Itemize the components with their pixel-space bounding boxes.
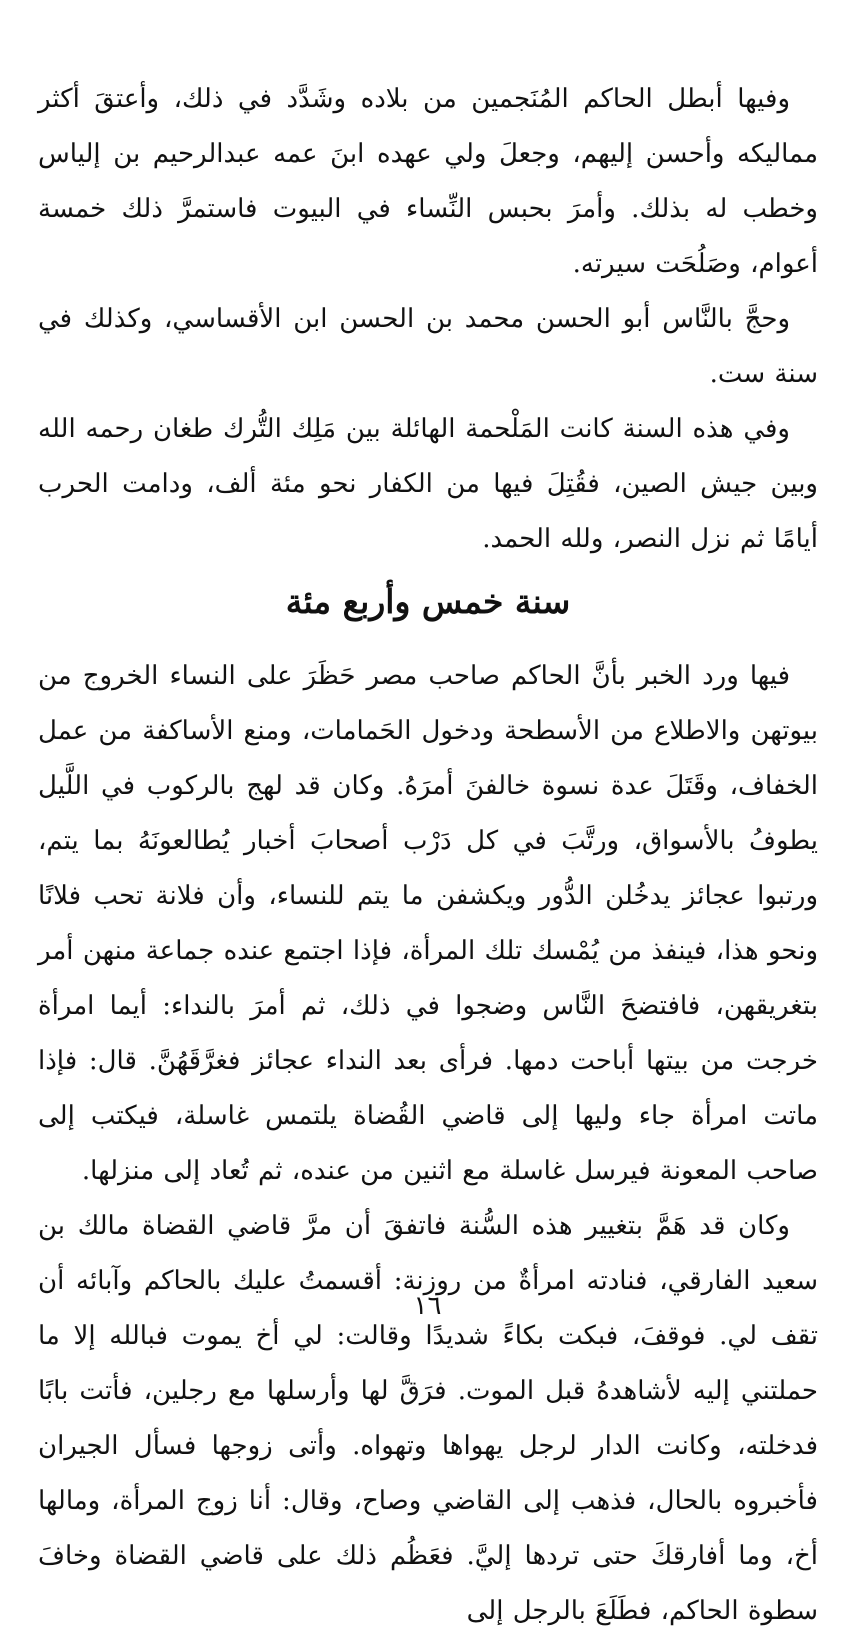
paragraph-turk-china-battle: وفي هذه السنة كانت المَلْحمة الهائلة بين مَلِك التُّرك طغان رحمه الله وبين جيش الصين، فقُتِلَ فيها من الكفار نحو مئة ألف، ودامت الحرب أيامًا ثم نزل النصر، ولله الحمد. [38,414,818,554]
paragraph-judge-story: وكان قد هَمَّ بتغيير هذه السُّنة فاتفقَ أن مرَّ قاضي القضاة مالك بن سعيد الفارقي، فنادته امرأةٌ من روزنة: أقسمتُ عليك بالحاكم وآبائه أن تقف لي. فوقفَ، فبكت بكاءً شديدًا وقالت: لي أخ يموت فبالله إلا ما حملتني إليه لأشاهدهُ قبل الموت. فرَقَّ لها وأرسلها مع رجلين، فأتت بابًا فدخلته، وكانت الدار لرجل يهواها وتهواه. وأتى زوجها فسأل الجيران فأخبروه بالحال، فذهب إلى القاضي وصاح، وقال: أنا زوج المرأة، ومالها أخ، وما أفارقكَ حتى تردها إليَّ. فعَظُم ذلك على قاضي القضاة وخافَ سطوة الحاكم، فطَلَعَ بالرجل إلى [38,1211,818,1626]
section-heading: سنة خمس وأربع مئة [285,582,571,621]
paragraph-hakim-decrees: وفيها أبطل الحاكم المُنَجمين من بلاده وشَدَّد في ذلك، وأعتقَ أكثر مماليكه وأحسن إليهم، وجعلَ ولي عهده ابنَ عمه عبدالرحيم بن إلياس وخطب له بذلك. وأمرَ بحبس النِّساء في البيوت فاستمرَّ ذلك خمسة أعوام، وصَلُحَت سيرته. [38,84,818,279]
paragraph-hajj-leader: وحجَّ بالنَّاس أبو الحسن محمد بن الحسن ابن الأقساسي، وكذلك في سنة ست. [38,304,818,389]
paragraph-women-restrictions: فيها ورد الخبر بأنَّ الحاكم صاحب مصر حَظَرَ على النساء الخروج من بيوتهن والاطلاع من الأسطحة ودخول الحَمامات، ومنع الأساكفة من عمل الخفاف، وقَتَلَ عدة نسوة خالفنَ أمرَهُ. وكان قد لهج بالركوب في اللَّيل يطوفُ بالأسواق، ورتَّبَ في كل دَرْب أصحابَ أخبار يُطالعونَهُ بما يتم، ورتبوا عجائز يدخُلن الدُّور ويكشفن ما يتم للنساء، وأن فلانة تحب فلانًا ونحو هذا، فينفذ من يُمْسك تلك المرأة، فإذا اجتمع عنده جماعة منهن أمر بتغريقهن، فافتضحَ النَّاس وضجوا في ذلك، ثم أمرَ بالنداء: أيما امرأة خرجت من بيتها أباحت دمها. فرأى بعد النداء عجائز فغرَّقَهُنَّ. قال: فإذا ماتت امرأة جاء وليها إلى قاضي القُضاة يلتمس غاسلة، فيكتب إلى صاحب المعونة فيرسل غاسلة مع اثنين من عنده، ثم تُعاد إلى منزلها. [38,661,818,1186]
page-body [38,72,818,1639]
page-number: ١٦ [413,1291,442,1321]
